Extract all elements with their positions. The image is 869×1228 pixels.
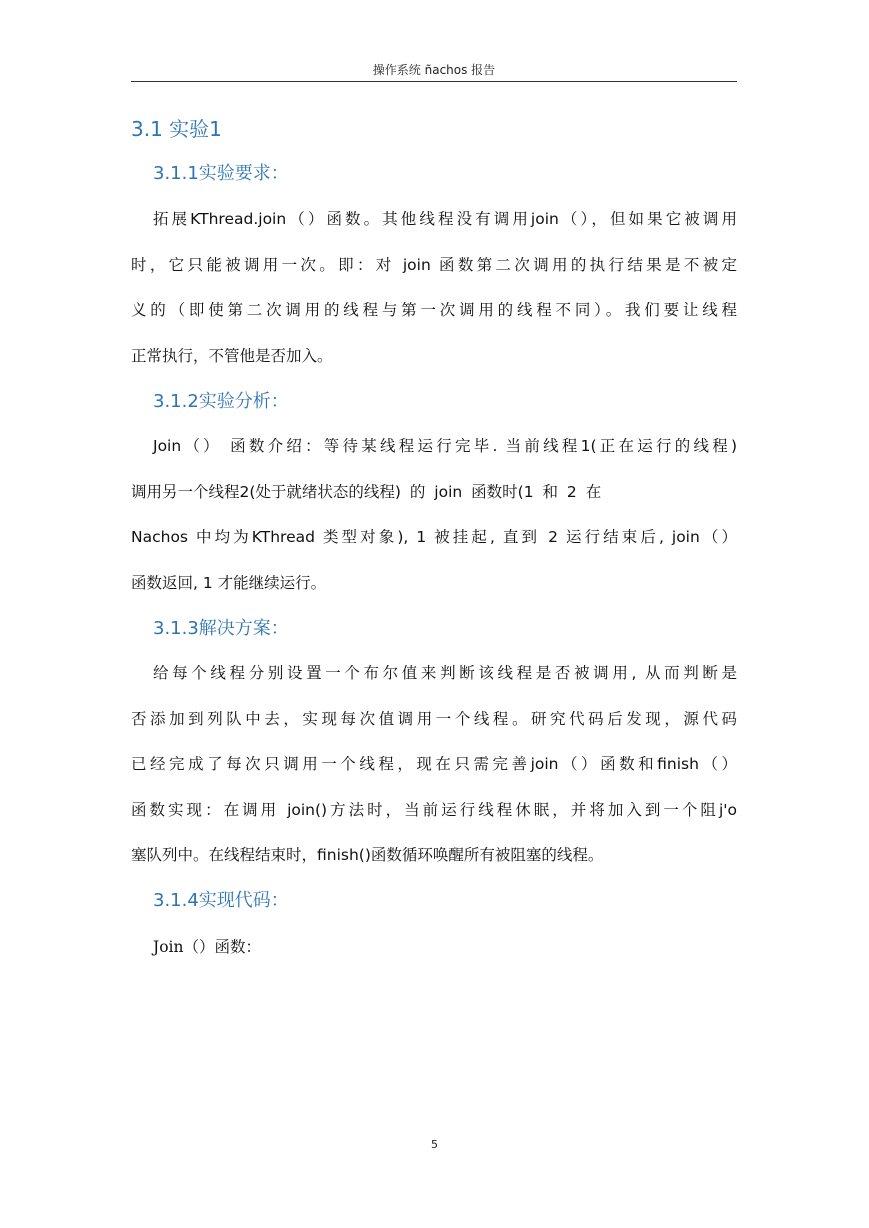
paragraph-line: Join（） 函数介绍：等待某线程运行完毕. 当前线程1(正在运行的线程) [153, 437, 737, 455]
paragraph-line: 函数返回, 1 才能继续运行。 [131, 573, 327, 592]
paragraph-line: 函数实现：在调用 join()方法时，当前运行线程休眠，并将加入到一个阻j'o [131, 800, 737, 819]
paragraph-line: 正常执行，不管他是否加入。 [131, 346, 333, 365]
paragraph-line: 已经完成了每次只调用一个线程，现在只需完善join（）函数和finish（） [131, 755, 737, 773]
subsection-heading-analysis: 3.1.2实验分析： [153, 391, 289, 412]
subsection-heading-solution: 3.1.3解决方案： [153, 618, 289, 639]
header-divider [131, 81, 737, 82]
paragraph-code [131, 925, 737, 971]
paragraph-solution [131, 651, 737, 879]
paragraph-line: Nachos 中均为KThread 类型对象), 1 被挂起, 直到 2 运行结束后, join（） [131, 528, 737, 546]
paragraph-requirements [131, 197, 737, 379]
paragraph-line: 否添加到列队中去，实现每次值调用一个线程。研究代码后发现，源代码 [131, 709, 737, 728]
subsection-heading-code: 3.1.4实现代码： [153, 890, 289, 911]
section-heading: 3.1 实验1 [131, 117, 222, 141]
page-header: 操作系统 ñachos 报告 [372, 63, 496, 77]
paragraph-line: Join（）函数： [153, 938, 261, 956]
paragraph-line: 义的（即使第二次调用的线程与第一次调用的线程不同）。我们要让线程 [131, 301, 737, 319]
paragraph-line: 给每个线程分别设置一个布尔值来判断该线程是否被调用, 从而判断是 [153, 664, 737, 682]
paragraph-line: 塞队列中。在线程结束时，finish()函数循环唤醒所有被阻塞的线程。 [131, 846, 604, 864]
subsection-heading-requirements: 3.1.1实验要求： [153, 163, 289, 184]
page-number: 5 [431, 1138, 438, 1151]
paragraph-line: 时，它只能被调用一次。即：对 join 函数第二次调用的执行结果是不被定 [131, 255, 737, 274]
paragraph-line: 拓展KThread.join（）函数。其他线程没有调用join（），但如果它被调用 [153, 210, 737, 228]
paragraph-analysis [131, 424, 737, 606]
paragraph-line: 调用另一个线程2(处于就绪状态的线程) 的 join 函数时(1 和 2 在 [131, 482, 602, 501]
